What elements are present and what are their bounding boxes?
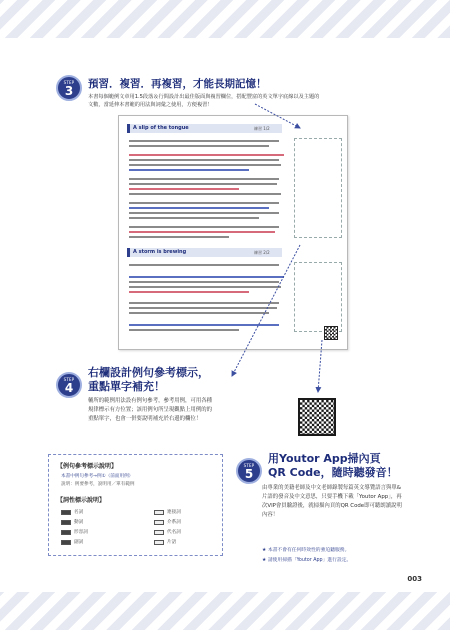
legend-item-left-2 xyxy=(61,519,83,525)
step-4-badge xyxy=(56,372,82,398)
step-4-heading-line-1: 右欄設計例句參考標示， xyxy=(88,366,209,379)
step-4-heading-line-2: 重點單字補充！ xyxy=(88,380,165,393)
arrow-to-mockup xyxy=(255,104,300,128)
page-number: 003 xyxy=(407,575,422,583)
step-number: 4 xyxy=(64,381,74,395)
legend-item-label: 連接詞 xyxy=(167,510,181,515)
legend-item-left-4 xyxy=(61,539,83,545)
legend-title-examples: 【例句參考標示說明】 xyxy=(57,463,118,470)
step-5-bullet-1: ★ 本書不會有任何時效性的強迫聽服務。 xyxy=(262,548,350,553)
step-4-text: 輔所的範例用法設有例句參考，參考用例，可用各種規律標示有方位置；該用例句所呈現觀點上用例的的重點單字，也會一併要說明補充於右邊的欄位！ xyxy=(88,398,212,422)
arrow-to-step-4 xyxy=(232,245,300,376)
step-label: STEP xyxy=(243,463,255,468)
legend-item-right-2 xyxy=(154,519,181,525)
step-number: 3 xyxy=(64,84,74,98)
step-label: STEP xyxy=(63,80,75,85)
qr-code xyxy=(298,398,336,436)
legend-title-parts-of-speech: 【詞性標示說明】 xyxy=(57,497,106,504)
step-3-text-line-2: 文數，當延伸本書範的用法與詞彙之使用，方便複習！ xyxy=(88,102,213,108)
legend-item-left-3 xyxy=(61,529,88,535)
legend-item-right-4 xyxy=(154,539,176,545)
bullet-text: 本書不會有任何時效性的強迫聽服務。 xyxy=(267,548,350,553)
step-5-heading-line-2: QR Code，隨時聽發音！ xyxy=(268,466,398,479)
swatch-icon xyxy=(61,510,71,515)
step-3-heading: 預習．複習．再複習，才能長期記憶！ xyxy=(88,78,267,90)
swatch-icon xyxy=(61,540,71,545)
legend-example-line-2: 說明：例要參考，說明用／單有範例 xyxy=(61,482,135,487)
legend-item-label: 動詞 xyxy=(74,520,84,525)
swatch-icon xyxy=(61,520,71,525)
legend-item-left-1 xyxy=(61,509,83,515)
arrow-to-qr xyxy=(318,340,322,392)
step-5-text: 由專業的美籍老師及中文老師錄製每篇英文導覽語言與單&片語的發音及中文意思，只要手機下載「Youtor App」，再次VIP會員驗證後，就掃描內頁的QR Code即可聽朗讀說明內容！ xyxy=(262,485,402,518)
legend-example-line-1: 本書中例句參考→例①（前面用例） xyxy=(61,474,134,479)
legend-item-right-3 xyxy=(154,529,181,535)
step-label: STEP xyxy=(63,377,75,382)
swatch-icon xyxy=(154,520,164,525)
mockup-tag-1: 練習 1/2 xyxy=(254,126,270,131)
step-5-heading-line-1: 用Youtor App掃內頁 xyxy=(268,452,381,465)
legend-item-right-1 xyxy=(154,509,181,515)
swatch-icon xyxy=(61,530,71,535)
step-3-text-line-1: 本書每個範例文章用1.5段落＆行間設計出最佳版面與複習欄位，搭配豐富的英文單字底線以及主題的 xyxy=(88,94,320,100)
swatch-icon xyxy=(154,530,164,535)
legend-item-label: 介系詞 xyxy=(167,520,181,525)
legend-item-label: 片語 xyxy=(167,540,177,545)
mockup-tag-2: 練習 2/2 xyxy=(254,250,270,255)
step-5-badge xyxy=(236,458,262,484)
swatch-icon xyxy=(154,540,164,545)
swatch-icon xyxy=(154,510,164,515)
mockup-title-2: A storm is brewing xyxy=(133,249,187,255)
legend-box xyxy=(48,454,223,556)
legend-item-label: 形容詞 xyxy=(74,530,88,535)
step-number: 5 xyxy=(244,467,254,481)
legend-item-label: 名詞 xyxy=(74,510,84,515)
step-5-bullet-2: ★ 請使用掃描「Youtor App」進行設定。 xyxy=(262,558,352,563)
legend-item-label: 副詞 xyxy=(74,540,84,545)
legend-item-label: 代名詞 xyxy=(167,530,181,535)
mockup-title-1: A slip of the tongue xyxy=(133,125,189,131)
bullet-text: 請使用掃描「Youtor App」進行設定。 xyxy=(267,558,352,563)
